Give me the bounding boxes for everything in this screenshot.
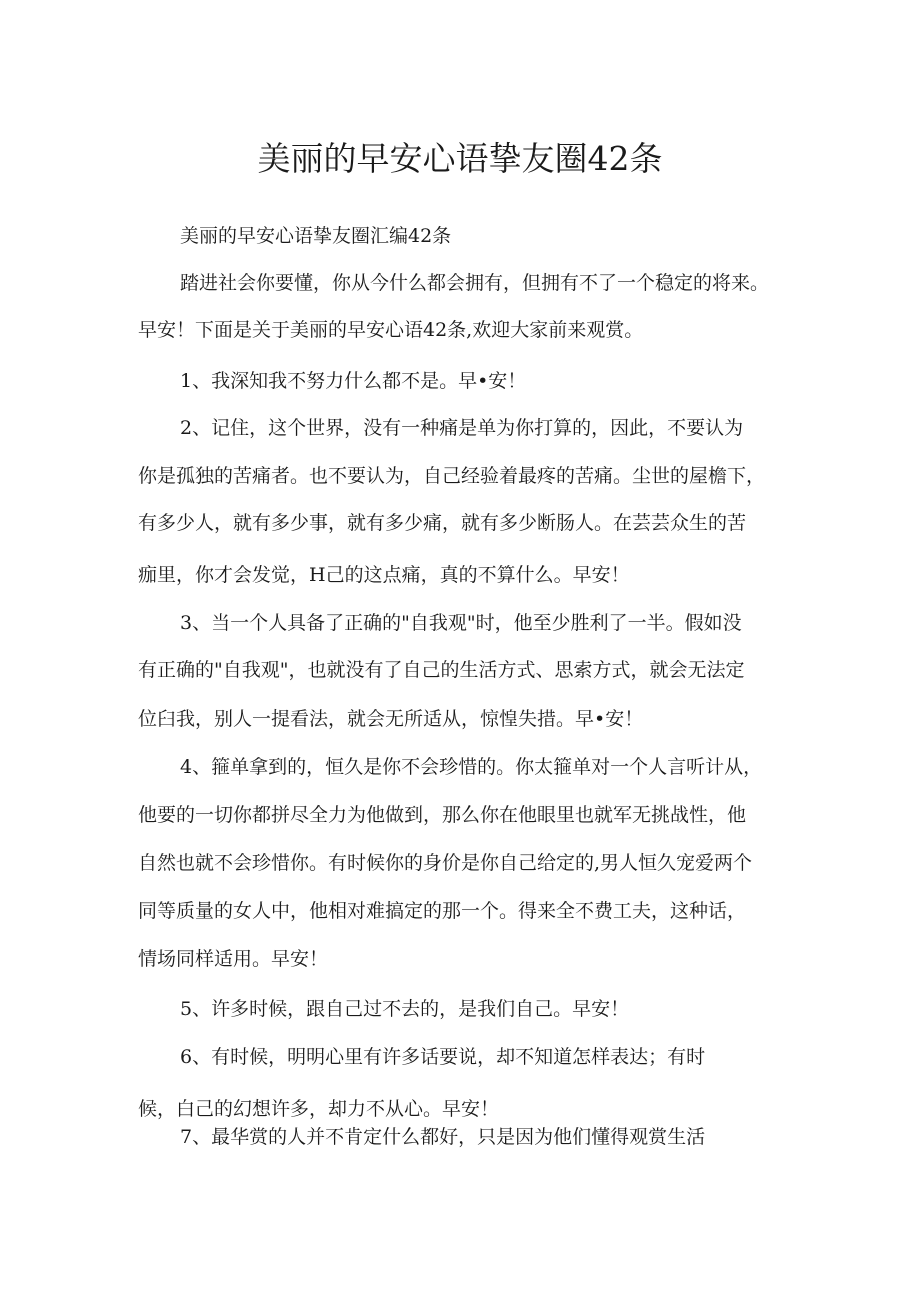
item-2-line-1: 2、记住，这个世界，没有一种痛是单为你打算的，因此，不要认为 <box>180 417 744 439</box>
intro-line-1: 踏进社会你要懂，你从今什么都会拥有，但拥有不了一个稳定的将来。 <box>180 272 770 294</box>
item-4-line-4: 同等质量的女人中，他相对难搞定的那一个。得来全不费工夫，这种话， <box>138 900 747 922</box>
item-6-line-2: 候，白己的幻想许多，却力不从心。早安！ <box>138 1098 500 1120</box>
item-2-line-3: 有多少人，就有多少事，就有多少痛，就有多少断肠人。在芸芸众生的苦 <box>138 512 747 534</box>
document-title: 美丽的早安心语挚友圈42条 <box>257 139 663 178</box>
item-4-line-3: 自然也就不会珍惜你。有时候你的身价是你自己给定的,男人恒久宠爱两个 <box>138 852 753 874</box>
item-3-line-3: 位臼我，别人一提看法，就会无所适从，惊惶失措。早•安！ <box>138 708 644 730</box>
item-4-line-2: 他要的一切你都拼尽全力为他做到，那么你在他眼里也就军无挑战性，他 <box>138 804 747 826</box>
document-subtitle: 美丽的早安心语挚友圈汇编42条 <box>180 225 452 247</box>
item-5-line-1: 5、许多时候，跟自己过不去的，是我们自己。早安！ <box>180 998 630 1020</box>
item-3-line-1: 3、当一个人具备了正确的"自我观"时，他至少胜利了一半。假如没 <box>180 612 742 634</box>
item-4-line-5: 情场同样适用。早安！ <box>138 948 329 970</box>
item-2-line-4: 痂里，你才会发觉，H己的这点痛，真的不算什么。早安！ <box>138 564 630 586</box>
intro-line-2: 早安！下面是关于美丽的早安心语42条,欢迎大家前来观赏。 <box>138 319 644 341</box>
item-1-line-1: 1、我深知我不努力什么都不是。早•安！ <box>180 370 527 392</box>
item-2-line-2: 你是孤独的苦痛者。也不要认为，自己经验着最疼的苦痛。尘世的屋檐下， <box>138 465 766 487</box>
item-6-line-1: 6、有时候，明明心里有许多话要说，却不知道怎样表达；有时 <box>180 1046 706 1068</box>
item-3-line-2: 有正确的"自我观"，也就没有了自己的生活方式、思索方式，就会无法定 <box>138 659 745 681</box>
item-7-line-1: 7、最华赏的人并不肯定什么都好，只是因为他们懂得观赏生活 <box>180 1126 706 1148</box>
item-4-line-1: 4、箍单拿到的，恒久是你不会珍惜的。你太箍单对一个人言听计从， <box>180 756 763 778</box>
